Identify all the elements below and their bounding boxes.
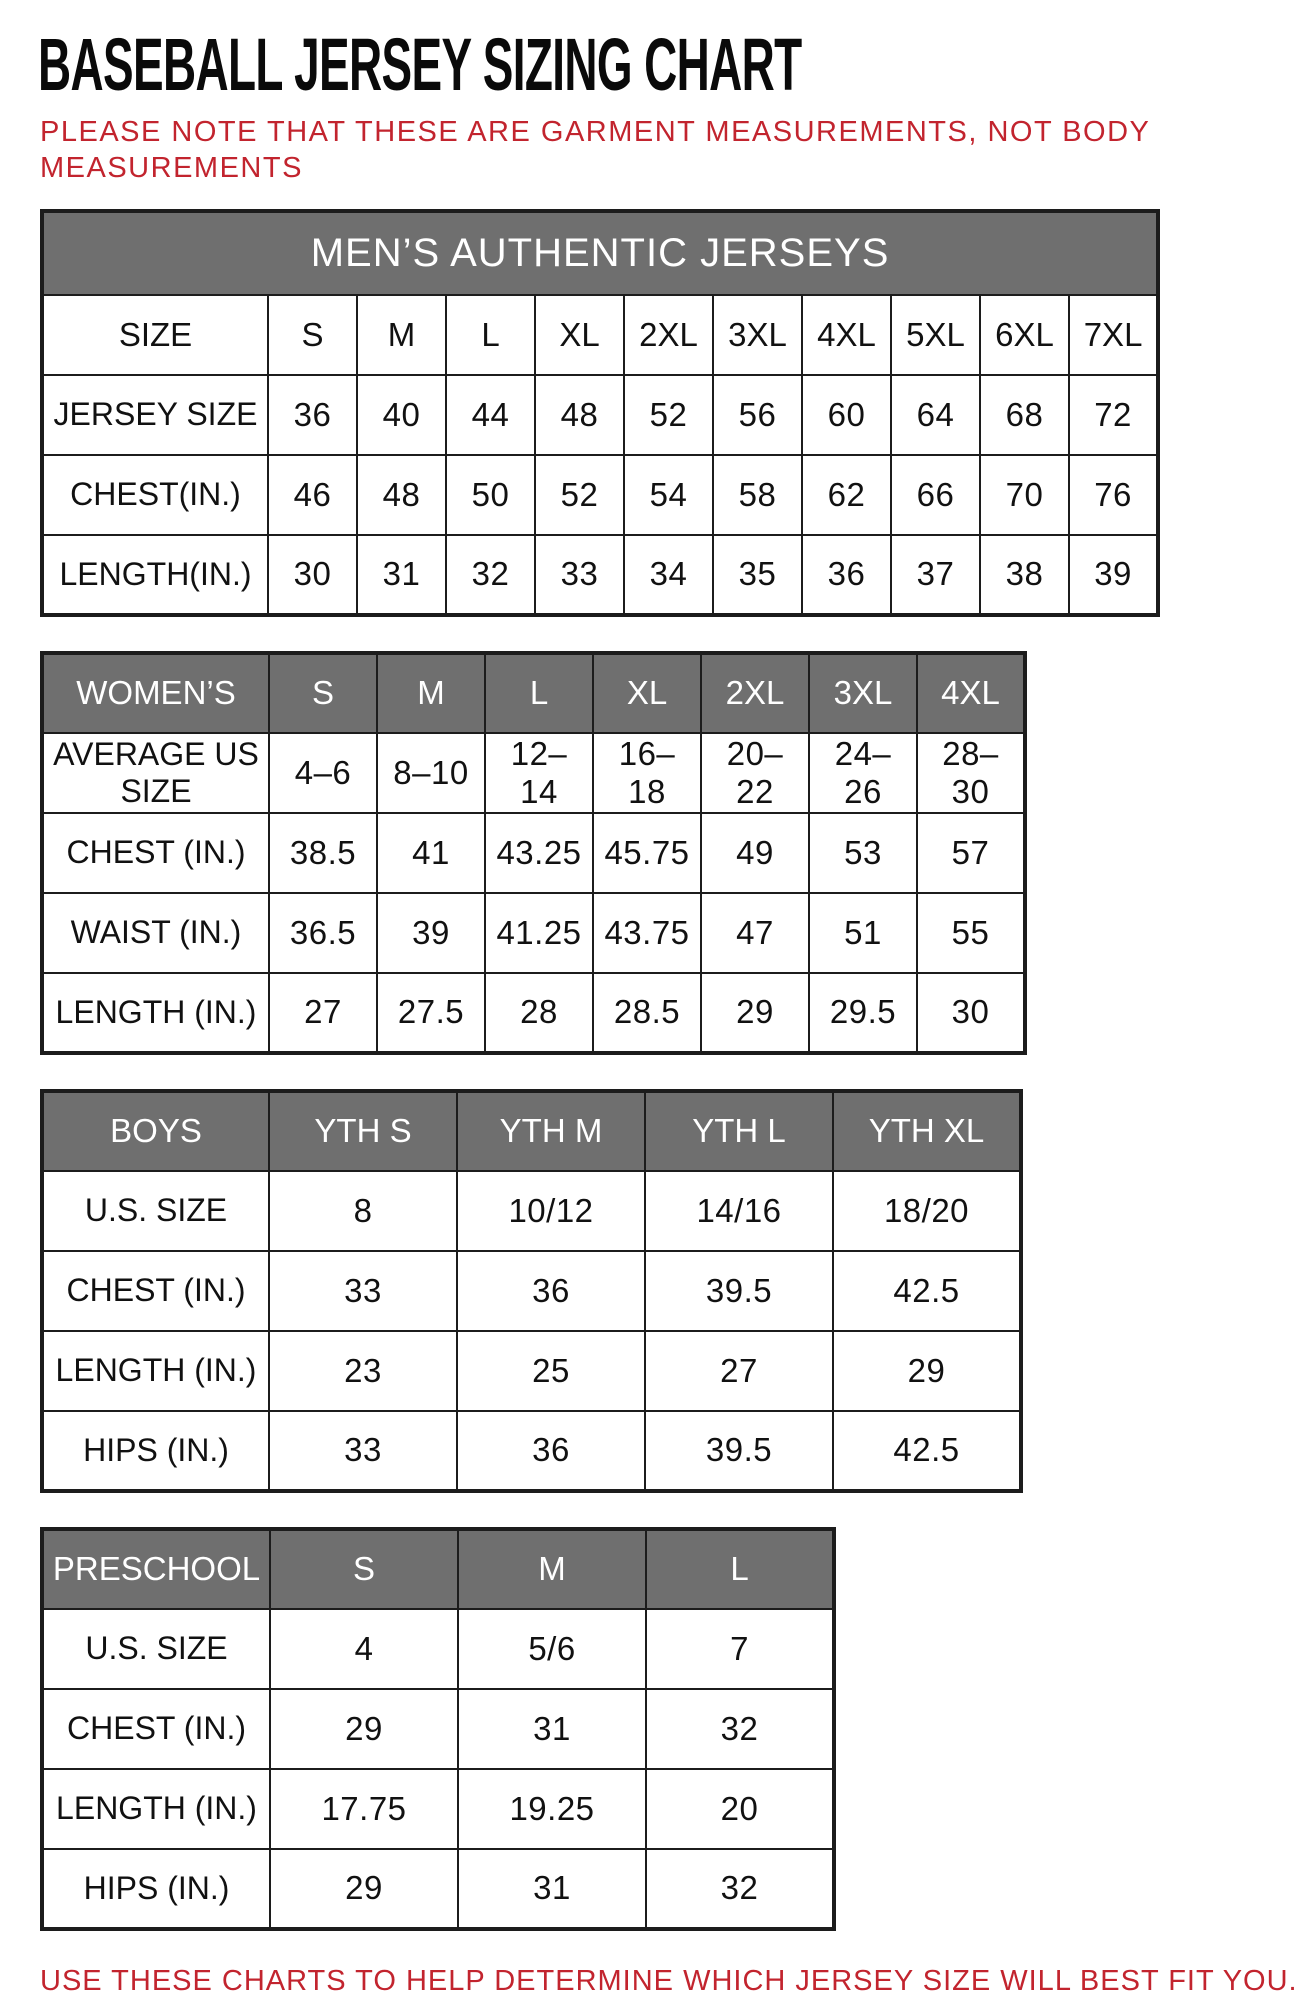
column-header: 7XL [1069,295,1158,375]
boys-table-title-cell: BOYS [42,1091,269,1171]
value-cell: 14/16 [645,1171,833,1251]
row-label: LENGTH (IN.) [42,973,269,1053]
value-cell: 29 [270,1689,458,1769]
womens-sizing-table [40,651,1027,1055]
value-cell: 42.5 [833,1251,1021,1331]
value-cell: 34 [624,535,713,615]
mens-sizing-table [40,209,1160,617]
value-cell: 32 [446,535,535,615]
row-label: WAIST (IN.) [42,893,269,973]
value-cell: 31 [357,535,446,615]
column-header: 3XL [713,295,802,375]
value-cell: 43.25 [485,813,593,893]
row-label: LENGTH (IN.) [42,1331,269,1411]
table-row [42,1849,834,1929]
value-cell: 62 [802,455,891,535]
value-cell: 36 [457,1251,645,1331]
column-header: S [268,295,357,375]
value-cell: 40 [357,375,446,455]
row-label: CHEST (IN.) [42,813,269,893]
value-cell: 64 [891,375,980,455]
column-header: L [485,653,593,733]
value-cell: 29 [833,1331,1021,1411]
value-cell: 76 [1069,455,1158,535]
value-cell: 8 [269,1171,457,1251]
value-cell: 49 [701,813,809,893]
preschool-sizing-table [40,1527,836,1931]
row-label: CHEST (IN.) [42,1689,270,1769]
table-row [42,1171,1021,1251]
value-cell: 36 [457,1411,645,1491]
value-cell: 7 [646,1609,834,1689]
value-cell: 20 [646,1769,834,1849]
row-label: U.S. SIZE [42,1171,269,1251]
column-header: L [646,1529,834,1609]
value-cell: 29 [270,1849,458,1929]
value-cell: 31 [458,1689,646,1769]
value-cell: 19.25 [458,1769,646,1849]
value-cell: 54 [624,455,713,535]
table-row [42,1251,1021,1331]
value-cell: 38.5 [269,813,377,893]
mens-banner-title: MEN’S AUTHENTIC JERSEYS [42,211,1158,295]
value-cell: 36 [802,535,891,615]
value-cell: 51 [809,893,917,973]
page-title: BASEBALL JERSEY SIZING CHART [38,23,802,106]
value-cell: 4 [270,1609,458,1689]
value-cell: 32 [646,1849,834,1929]
value-cell: 36 [268,375,357,455]
column-header: 2XL [701,653,809,733]
preschool-table-title-cell: PRESCHOOL [42,1529,270,1609]
value-cell: 47 [701,893,809,973]
table-row [42,535,1158,615]
table-row [42,1689,834,1769]
value-cell: 39.5 [645,1251,833,1331]
table-row [42,375,1158,455]
garment-measurement-note: PLEASE NOTE THAT THESE ARE GARMENT MEASUREMENTS, NOT BODY MEASUREMENTS [40,116,1150,185]
value-cell: 17.75 [270,1769,458,1849]
value-cell: 33 [535,535,624,615]
value-cell: 50 [446,455,535,535]
column-header: 5XL [891,295,980,375]
table-row [42,893,1025,973]
value-cell: 68 [980,375,1069,455]
value-cell: 41.25 [485,893,593,973]
value-cell: 16–18 [593,733,701,813]
mens-table-title-cell: SIZE [42,295,268,375]
value-cell: 39 [1069,535,1158,615]
value-cell: 31 [458,1849,646,1929]
table-row [42,1411,1021,1491]
column-header: M [458,1529,646,1609]
value-cell: 23 [269,1331,457,1411]
column-header: 3XL [809,653,917,733]
value-cell: 56 [713,375,802,455]
value-cell: 45.75 [593,813,701,893]
column-header: M [377,653,485,733]
column-header: L [446,295,535,375]
column-header: 2XL [624,295,713,375]
value-cell: 48 [357,455,446,535]
value-cell: 27.5 [377,973,485,1053]
row-label: HIPS (IN.) [42,1849,270,1929]
value-cell: 37 [891,535,980,615]
value-cell: 35 [713,535,802,615]
column-header: S [270,1529,458,1609]
womens-table-title-cell: WOMEN’S [42,653,269,733]
value-cell: 39 [377,893,485,973]
column-header: YTH L [645,1091,833,1171]
value-cell: 57 [917,813,1025,893]
value-cell: 55 [917,893,1025,973]
value-cell: 4–6 [269,733,377,813]
value-cell: 27 [645,1331,833,1411]
sizing-tables [38,209,1170,1931]
boys-sizing-table [40,1089,1023,1493]
value-cell: 36.5 [269,893,377,973]
value-cell: 33 [269,1251,457,1331]
value-cell: 12–14 [485,733,593,813]
value-cell: 48 [535,375,624,455]
value-cell: 8–10 [377,733,485,813]
column-header: M [357,295,446,375]
row-label: LENGTH(IN.) [42,535,268,615]
table-row [42,1609,834,1689]
row-label: HIPS (IN.) [42,1411,269,1491]
column-header: YTH M [457,1091,645,1171]
value-cell: 58 [713,455,802,535]
value-cell: 72 [1069,375,1158,455]
value-cell: 38 [980,535,1069,615]
table-row [42,813,1025,893]
value-cell: 18/20 [833,1171,1021,1251]
value-cell: 53 [809,813,917,893]
row-label: LENGTH (IN.) [42,1769,270,1849]
table-row [42,973,1025,1053]
column-header: 4XL [802,295,891,375]
value-cell: 25 [457,1331,645,1411]
table-row [42,1331,1021,1411]
value-cell: 29.5 [809,973,917,1053]
value-cell: 28–30 [917,733,1025,813]
value-cell: 43.75 [593,893,701,973]
value-cell: 42.5 [833,1411,1021,1491]
value-cell: 28.5 [593,973,701,1053]
value-cell: 66 [891,455,980,535]
column-header: XL [535,295,624,375]
row-label: U.S. SIZE [42,1609,270,1689]
value-cell: 41 [377,813,485,893]
value-cell: 39.5 [645,1411,833,1491]
row-label: JERSEY SIZE [42,375,268,455]
value-cell: 30 [917,973,1025,1053]
row-label: AVERAGE US SIZE [42,733,269,813]
value-cell: 46 [268,455,357,535]
value-cell: 5/6 [458,1609,646,1689]
value-cell: 24–26 [809,733,917,813]
column-header: YTH S [269,1091,457,1171]
column-header: S [269,653,377,733]
value-cell: 27 [269,973,377,1053]
value-cell: 70 [980,455,1069,535]
table-row [42,1769,834,1849]
value-cell: 10/12 [457,1171,645,1251]
value-cell: 60 [802,375,891,455]
value-cell: 29 [701,973,809,1053]
fit-advice-note: USE THESE CHARTS TO HELP DETERMINE WHICH JERSEY SIZE WILL BEST FIT YOU. [40,1964,1298,1997]
value-cell: 52 [535,455,624,535]
table-row [42,733,1025,813]
column-header: 6XL [980,295,1069,375]
row-label: CHEST(IN.) [42,455,268,535]
value-cell: 28 [485,973,593,1053]
value-cell: 44 [446,375,535,455]
column-header: YTH XL [833,1091,1021,1171]
value-cell: 30 [268,535,357,615]
column-header: 4XL [917,653,1025,733]
column-header: XL [593,653,701,733]
value-cell: 20–22 [701,733,809,813]
row-label: CHEST (IN.) [42,1251,269,1331]
table-row [42,455,1158,535]
value-cell: 33 [269,1411,457,1491]
value-cell: 32 [646,1689,834,1769]
value-cell: 52 [624,375,713,455]
